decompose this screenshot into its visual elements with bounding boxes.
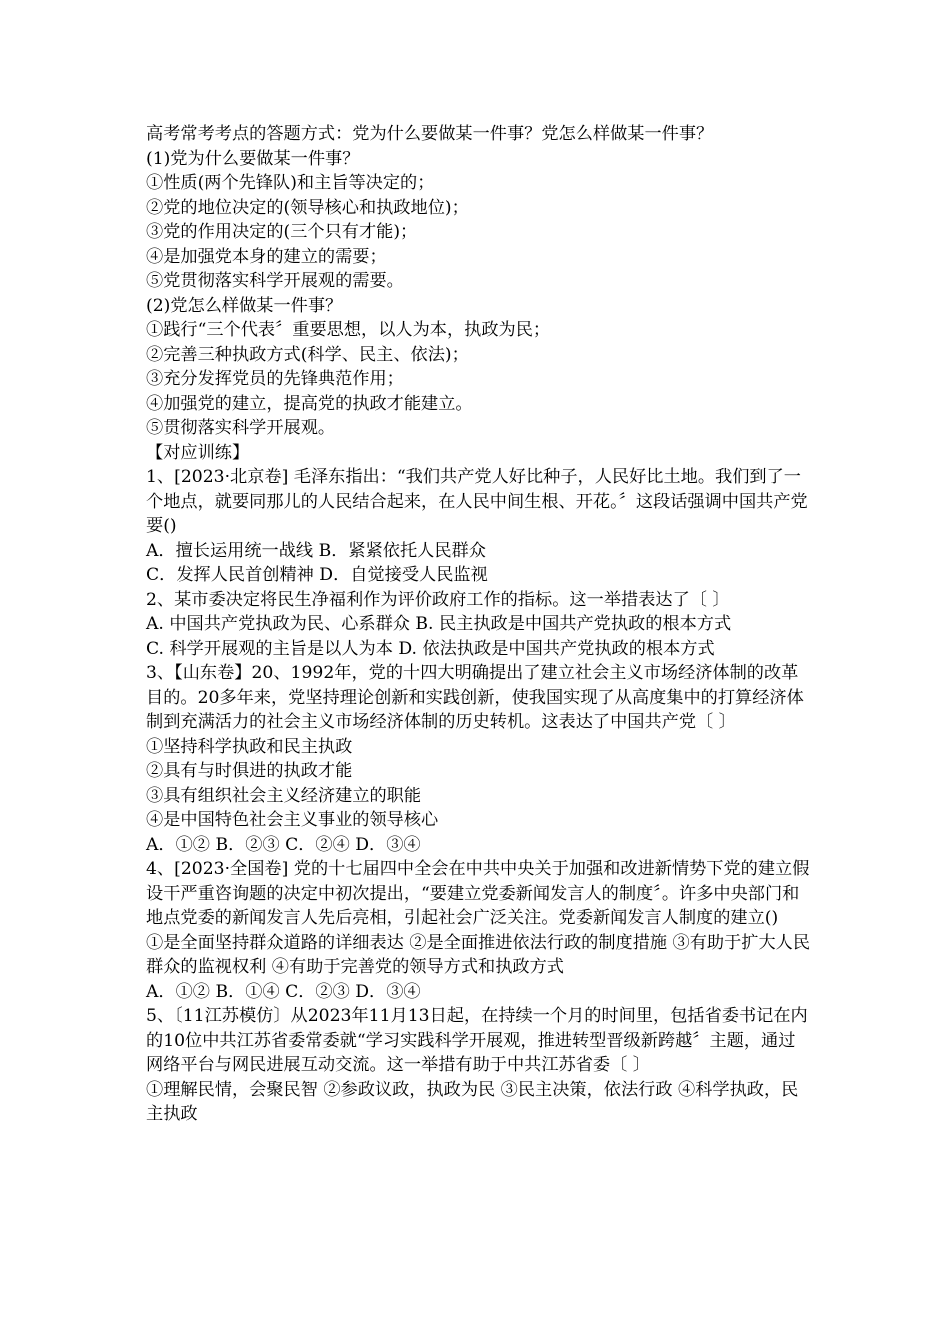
intro-heading: 高考常考考点的答题方式：党为什么要做某一件事？党怎么样做某一件事？: [146, 124, 714, 144]
question-3-stem: 3、【山东卷】20、1992年，党的十四大明确提出了建立社会主义市场经济体制的改革目的。20多年来，党坚持理论创新和实践创新，使我国实现了从高度集中的打算经济体制到充满活力的社会主义市场经济体制的历史转机。这表达了中国共产党〔 〕: [146, 663, 804, 732]
question-2-options: A. 中国共产党执政为民、心系群众 B. 民主执政是中国共产党执政的根本方式: [146, 614, 732, 634]
question-2-options: C. 科学开展观的主旨是以人为本 D. 依法执政是中国共产党执政的根本方式: [146, 638, 715, 659]
question-2-stem: 2、某市委决定将民生净福利作为评价政府工作的指标。这一举措表达了〔 〕: [146, 589, 730, 610]
how-item: ①践行“三个代表〞重要思想，以人为本，执政为民；: [146, 320, 551, 340]
question-1-options: A．擅长运用统一战线 B．紧紧依托人民群众: [146, 540, 486, 561]
why-title: (1)党为什么要做某一件事？: [146, 148, 360, 169]
how-item: ②完善三种执政方式(科学、民主、依法)；: [146, 344, 469, 365]
why-item: ④是加强党本身的建立的需要；: [146, 246, 387, 267]
why-item: ⑤党贯彻落实科学开展观的需要。: [146, 271, 404, 291]
question-5-items: ①理解民情，会聚民智 ②参政议政，执政为民 ③民主决策，依法行政 ④科学执政，民主执政: [146, 1079, 799, 1124]
why-item: ③党的作用决定的(三个只有才能)；: [146, 222, 418, 242]
question-1-options: C．发挥人民首创精神 D．自觉接受人民监视: [146, 565, 488, 585]
question-4-stem: 4、[2023·全国卷] 党的十七届四中全会在中共中央关于加强和改进新情势下党的建立假设干严重咨询题的决定中初次提出，“要建立党委新闻发言人的制度〞。许多中央部门和地点党委的新闻发言人先后亮相，引起社会广泛关注。党委新闻发言人制度的建立(): [146, 859, 810, 928]
question-4-options: A．①② B．①④ C．②③ D．③④: [146, 981, 421, 1002]
how-item: ⑤贯彻落实科学开展观。: [146, 418, 336, 438]
how-title: (2)党怎么样做某一件事？: [146, 295, 343, 316]
why-item: ①性质(两个先锋队)和主旨等决定的；: [146, 173, 435, 193]
question-5-stem: 5、〔11江苏模仿〕从2023年11月13日起，在持续一个月的时间里，包括省委书记在内的10位中共江苏省委常委就“学习实践科学开展观，推进转型晋级新跨越〞主题，通过网络平台与网民进展互动交流。这一举措有助于中共江苏省委〔 〕: [146, 1006, 808, 1075]
document-page: [146, 122, 811, 1127]
question-3-item: ④是中国特色社会主义事业的领导核心: [146, 810, 439, 830]
question-4-items: ①是全面坚持群众道路的详细表达 ②是全面推进依法行政的制度措施 ③有助于扩大人民群众的监视权利 ④有助于完善党的领导方式和执政方式: [146, 932, 811, 977]
question-3-item: ③具有组织社会主义经济建立的职能: [146, 785, 422, 806]
how-item: ④加强党的建立，提高党的执政才能建立。: [146, 393, 473, 414]
question-3-item: ②具有与时俱进的执政才能: [146, 761, 353, 781]
question-3-item: ①坚持科学执政和民主执政: [146, 736, 353, 757]
question-3-options: A．①② B．②③ C．②④ D．③④: [146, 834, 421, 855]
question-1-stem: 1、[2023·北京卷] 毛泽东指出：“我们共产党人好比种子，人民好比土地。我们到了一个地点，就要同那儿的人民结合起来，在人民中间生根、开花。〞这段话强调中国共产党要(): [146, 467, 808, 536]
how-item: ③充分发挥党员的先锋典范作用；: [146, 369, 404, 389]
why-item: ②党的地位决定的(领导核心和执政地位)；: [146, 197, 469, 218]
section-title: 【对应训练】: [146, 442, 250, 463]
